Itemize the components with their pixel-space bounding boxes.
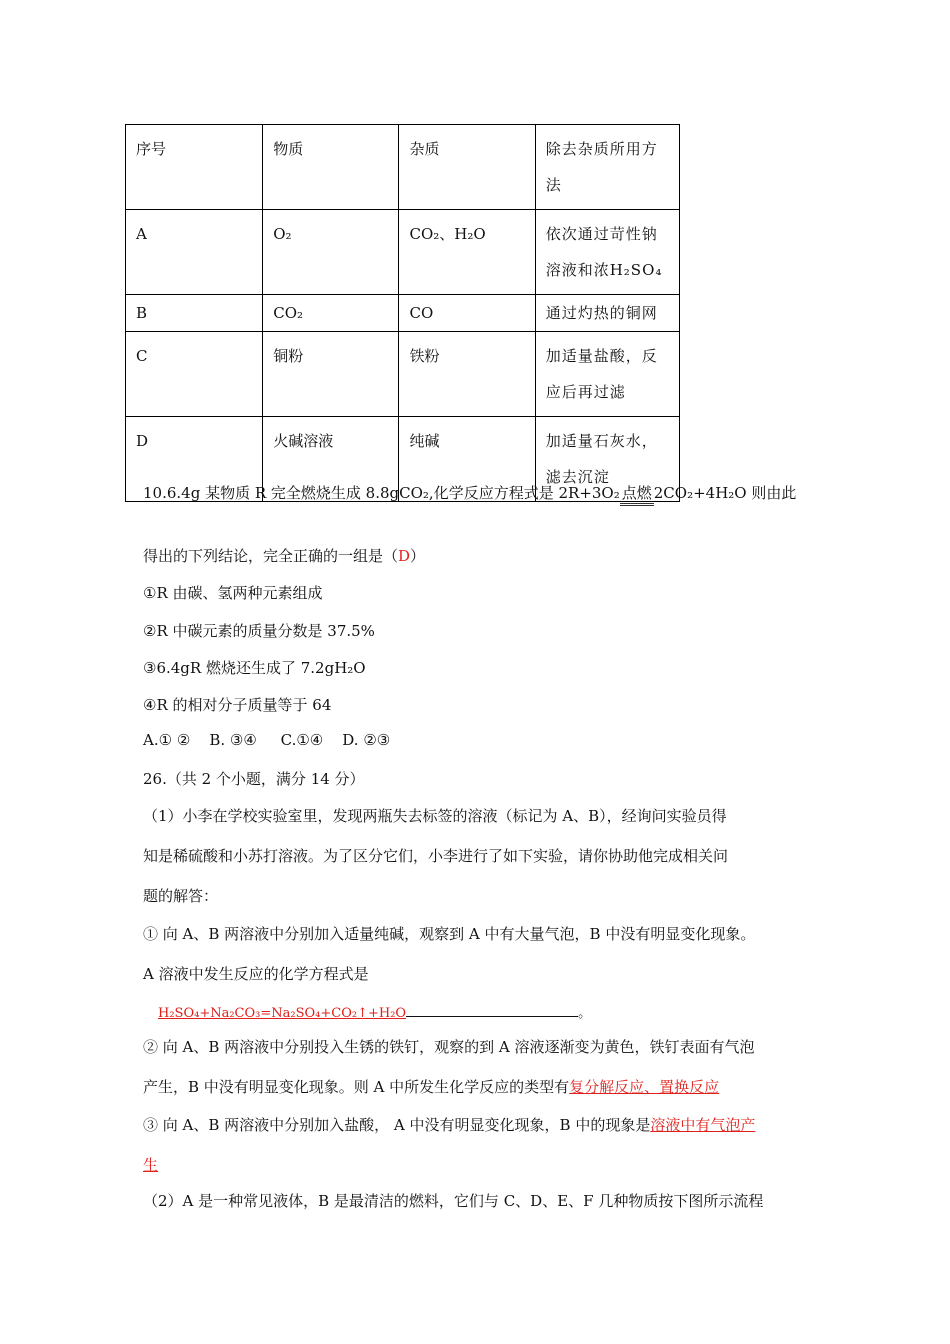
table-cell: A [126,210,263,295]
table-cell: 加适量石灰水，滤去沉淀 [535,417,679,502]
table-row [126,332,680,417]
q26-p2-line-1: （2）A 是一种常见液体，B 是最清洁的燃料，它们与 C、D、E、F 几种物质按下图所示流程 [143,1192,764,1210]
q10-stem-b: 2CO₂+4H₂O 则由此 [653,484,797,502]
header-cell: 杂质 [399,125,535,210]
q26-step1-answer: H₂SO₄+Na₂CO₃=Na₂SO₄+CO₂↑+H₂O [158,1006,407,1021]
table-cell: C [126,332,263,417]
q26-step3-text: ③ 向 A、B 两溶液中分别加入盐酸， A 中没有明显变化现象，B 中的现象是 [143,1116,651,1134]
q26-step3-line-1 [143,1114,755,1135]
table-cell: CO₂ [263,295,399,332]
q26-p1-line-1: （1）小李在学校实验室里，发现两瓶失去标签的溶液（标记为 A、B），经询问实验员得 [143,807,727,825]
table-cell: CO [399,295,535,332]
q26-step2-answer: 复分解反应、置换反应 [569,1078,720,1096]
q26-title: 26.（共 2 个小题，满分 14 分） [143,770,365,788]
q26-step3-answer-a: 溶液中有气泡产 [650,1116,756,1134]
q26-p1-line-3: 题的解答： [143,887,219,905]
q10-option-3: ③6.4gR 燃烧还生成了 7.2gH₂O [143,659,366,677]
header-cell: 物质 [263,125,399,210]
purification-table [125,124,680,502]
table-cell: CO₂、H₂O [399,210,535,295]
q10-answer: D [398,547,411,565]
q10-stem-a: 10.6.4g 某物质 R 完全燃烧生成 8.8gCO₂,化学反应方程式是 2R+3O₂ [143,484,620,502]
table-row [126,295,680,332]
table-row [126,210,680,295]
table-cell: D [126,417,263,502]
table-cell: 铁粉 [399,332,535,417]
q10-option-2: ②R 中碳元素的质量分数是 37.5% [143,622,375,640]
table-cell: 依次通过苛性钠溶液和浓H₂SO₄ [535,210,679,295]
q26-p1-line-2: 知是稀硫酸和小苏打溶液。为了区分它们，小李进行了如下实验，请你协助他完成相关问 [143,847,729,865]
table-cell: 火碱溶液 [263,417,399,502]
table-cell: B [126,295,263,332]
header-cell: 除去杂质所用方法 [535,125,679,210]
q26-step3-answer-b: 生 [143,1156,159,1174]
q10-stem-d: ） [410,547,426,565]
table-header-row [126,125,680,210]
q10-choices: A.① ② B. ③④ C.①④ D. ②③ [143,731,391,749]
q26-step2-line-1: ② 向 A、B 两溶液中分别投入生锈的铁钉，观察的到 A 溶液逐渐变为黄色，铁钉表面有气泡 [143,1038,755,1056]
reaction-condition: 点燃 [620,483,654,506]
table-cell: 加适量盐酸，反应后再过滤 [535,332,679,417]
q26-step2-line-2 [143,1076,719,1097]
q26-step3-line-2 [143,1154,158,1175]
table-cell: 纯碱 [399,417,535,502]
answer-blank [406,1002,578,1017]
table-cell: 通过灼热的铜网 [535,295,679,332]
table-cell: O₂ [263,210,399,295]
q10-stem-line-2 [143,545,425,566]
q26-step2-text: 产生，B 中没有明显变化现象。则 A 中所发生化学反应的类型有 [143,1078,570,1096]
q26-step1-line-1: ① 向 A、B 两溶液中分别加入适量纯碱，观察到 A 中有大量气泡，B 中没有明显变化现象。 [143,925,756,943]
q26-step1-end: 。 [578,1006,592,1021]
table-cell: 铜粉 [263,332,399,417]
q10-option-1: ①R 由碳、氢两种元素组成 [143,584,323,602]
q26-step1-line-2: A 溶液中发生反应的化学方程式是 [143,965,369,983]
q10-stem-c: 得出的下列结论，完全正确的一组是（ [143,547,399,565]
q10-stem-line-1 [143,482,796,506]
q10-option-4: ④R 的相对分子质量等于 64 [143,696,332,714]
header-cell: 序号 [126,125,263,210]
q26-step1-answer-line [158,1002,591,1021]
